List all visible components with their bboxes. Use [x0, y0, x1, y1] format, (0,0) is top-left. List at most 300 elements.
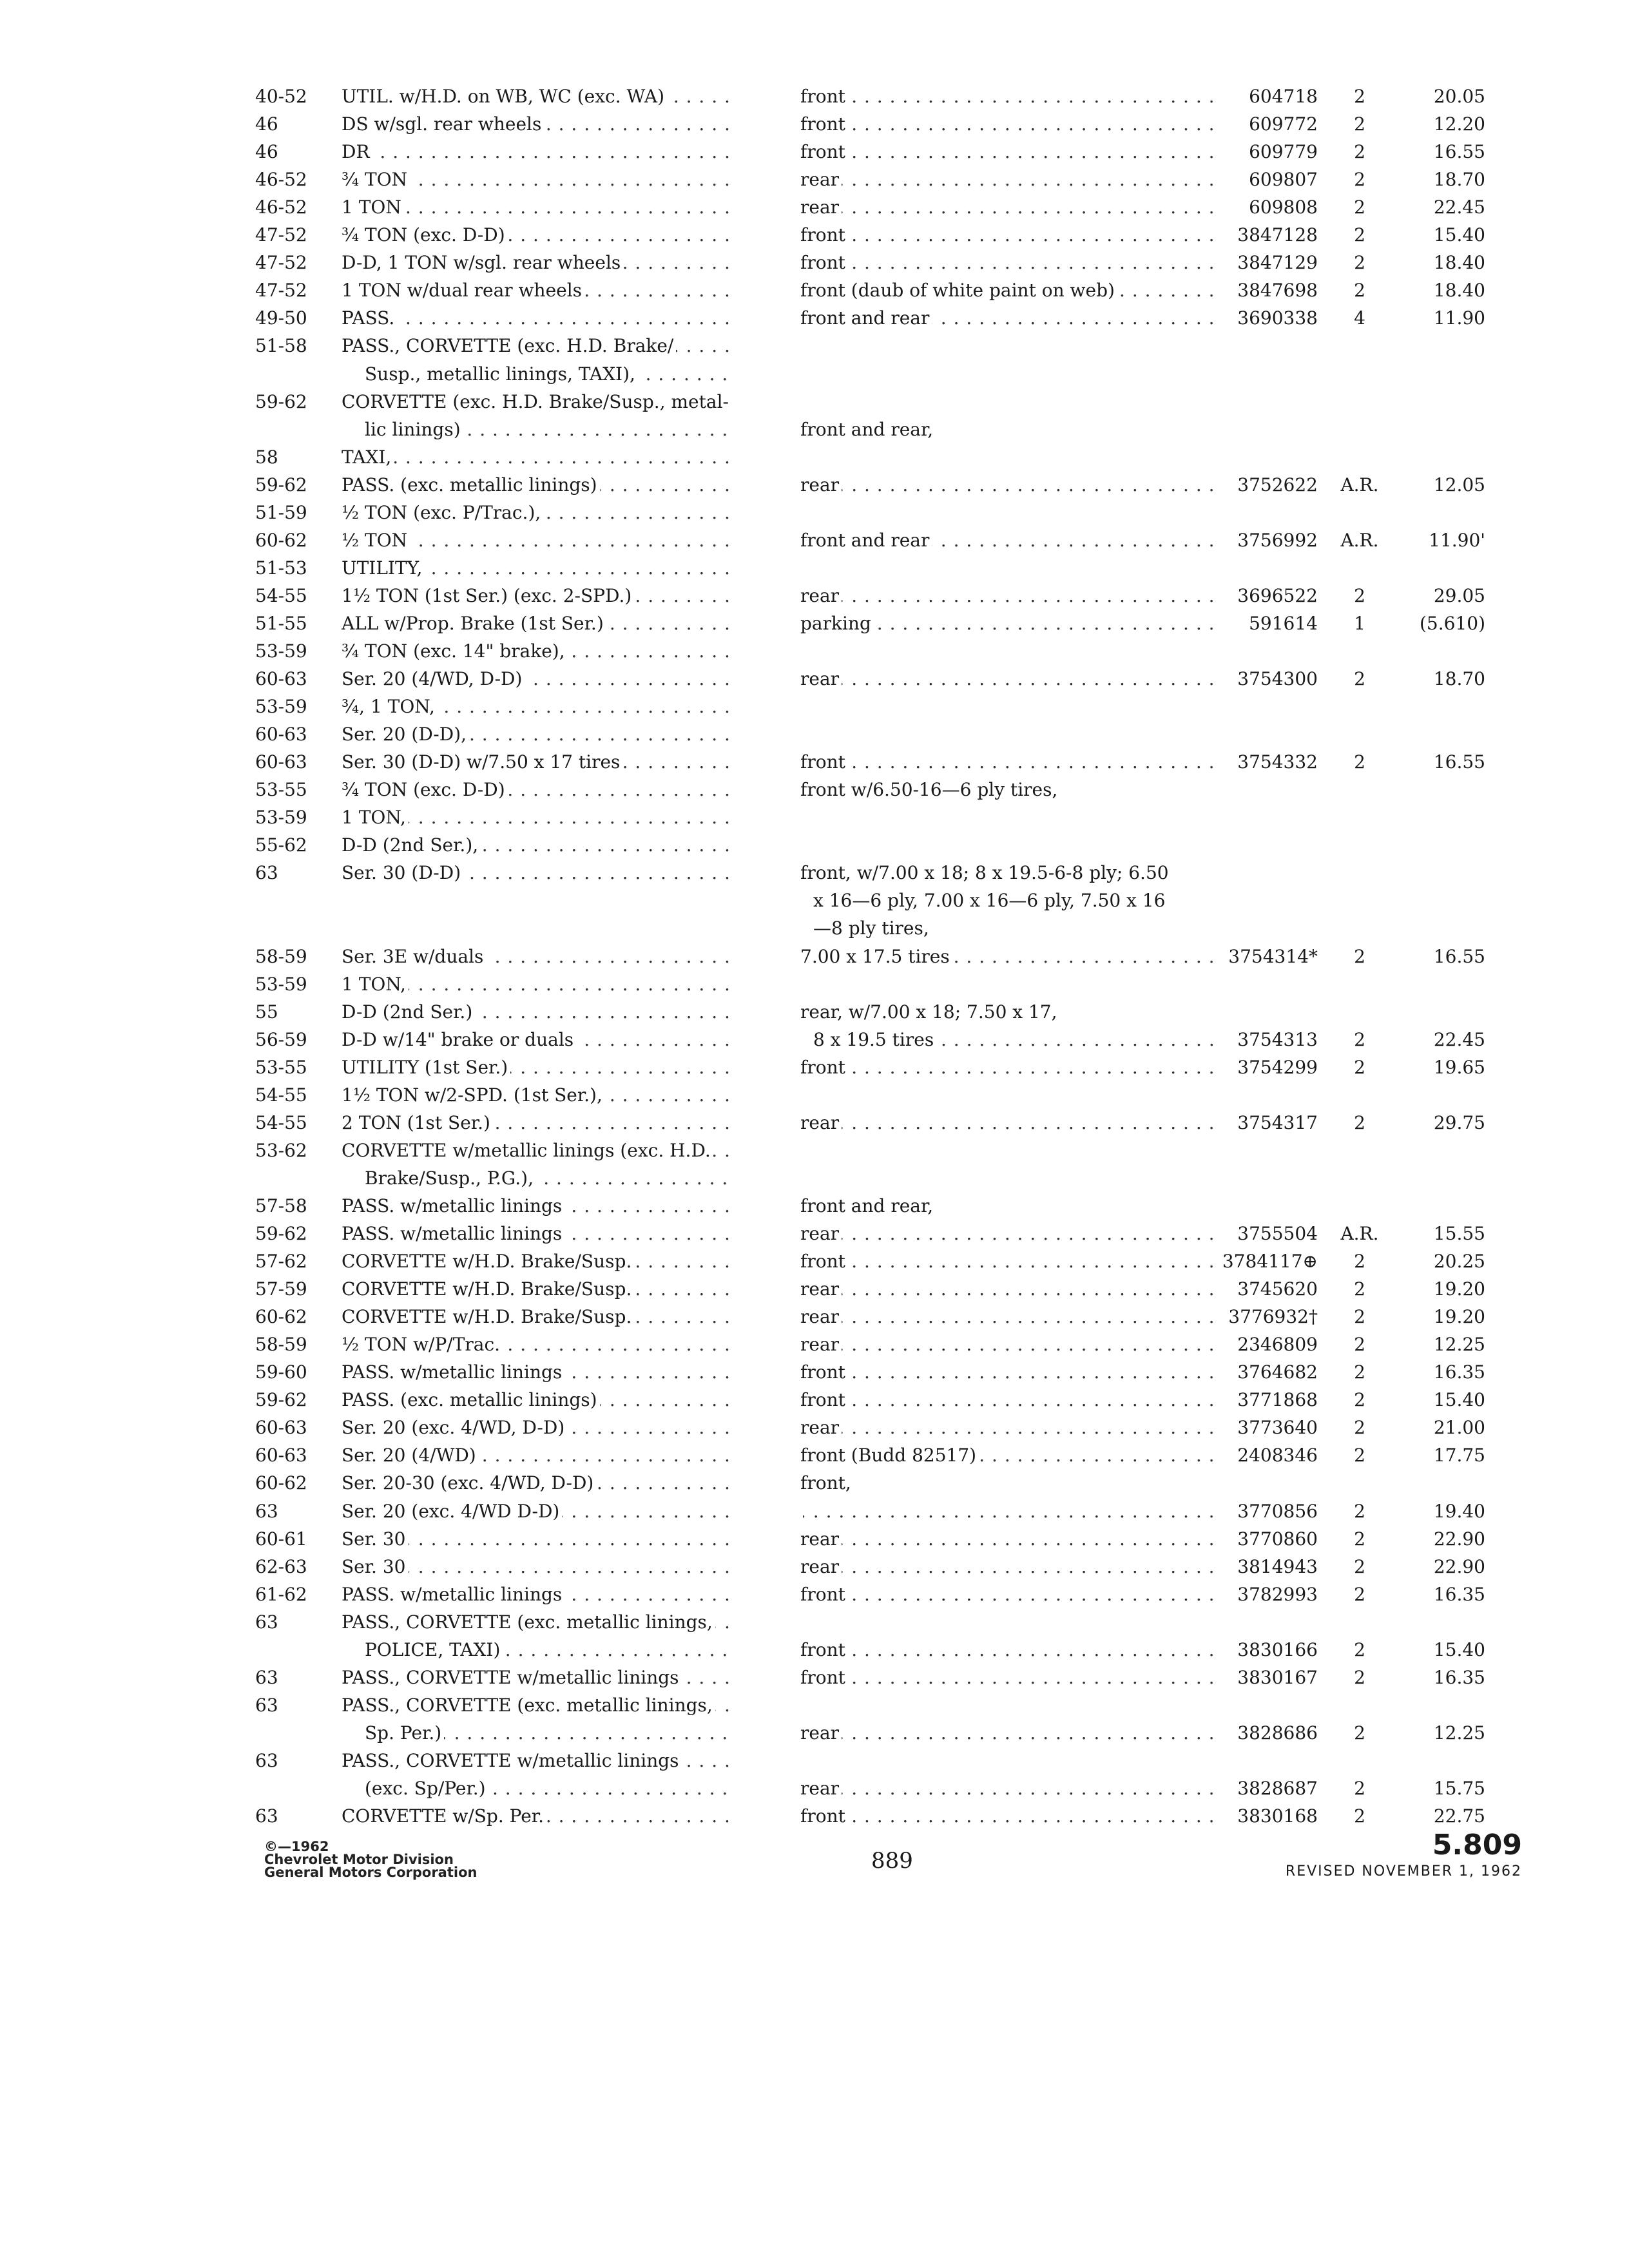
quantity-cell: 2 — [1354, 1445, 1365, 1466]
description-cell — [342, 720, 735, 748]
year-cell: 56-59 — [255, 1029, 307, 1050]
table-row — [0, 526, 1629, 554]
description-cell-text: TAXI, — [342, 447, 394, 468]
description-cell-text: POLICE, TAXI) — [365, 1639, 503, 1660]
quantity-cell: 2 — [1354, 1112, 1365, 1133]
part-number-cell: 3784117⊕ — [1222, 1251, 1318, 1272]
part-number-cell: 2408346 — [1237, 1445, 1318, 1466]
table-row — [0, 859, 1629, 887]
description-cell — [365, 360, 735, 388]
table-row — [0, 1664, 1629, 1691]
description-cell-text: UTILITY (1st Ser.) — [342, 1057, 510, 1078]
location-cell — [800, 1358, 1216, 1386]
description-cell — [342, 471, 735, 499]
year-cell: 63 — [255, 862, 278, 883]
location-cell-text: front (Budd 82517) — [800, 1445, 979, 1466]
quantity-cell: 2 — [1354, 1278, 1365, 1300]
description-cell — [365, 1164, 735, 1192]
description-cell — [342, 1026, 735, 1053]
division-text: Chevrolet Motor Division — [264, 1852, 454, 1867]
year-cell: 49-50 — [255, 307, 307, 329]
location-cell-text: front — [800, 1361, 848, 1383]
price-cell: 16.35 — [1433, 1667, 1485, 1688]
table-row — [0, 332, 1629, 360]
part-number-cell: 3847129 — [1237, 252, 1318, 273]
table-row — [0, 1109, 1629, 1137]
description-cell — [342, 110, 735, 138]
description-cell-text: PASS. (exc. metallic linings) — [342, 1389, 600, 1410]
description-cell — [342, 332, 735, 360]
location-cell-text: front — [800, 113, 848, 135]
description-cell-text: Ser. 3E w/duals — [342, 946, 486, 967]
description-cell — [342, 1358, 735, 1386]
location-cell-text: rear — [800, 1306, 842, 1327]
quantity-cell: 2 — [1354, 1057, 1365, 1078]
location-cell-text: parking — [800, 613, 874, 634]
description-cell-text: Ser. 20 (4/WD, D-D) — [342, 668, 525, 689]
location-cell — [800, 1441, 1216, 1469]
year-cell — [255, 1719, 336, 1747]
location-cell-text: front — [800, 1805, 848, 1827]
year-cell: 63 — [255, 1750, 278, 1771]
description-cell-text: PASS. w/metallic linings — [342, 1361, 564, 1383]
table-row — [0, 221, 1629, 249]
location-cell-text: rear — [800, 1778, 842, 1799]
year-cell: 53-59 — [255, 807, 307, 828]
description-cell — [342, 693, 735, 720]
table-row — [0, 1164, 1629, 1192]
description-cell-text: PASS. (exc. metallic linings) — [342, 474, 600, 495]
table-row — [0, 1747, 1629, 1774]
description-cell — [342, 1137, 735, 1164]
description-cell — [342, 1053, 735, 1081]
location-cell — [800, 526, 1216, 554]
description-cell-text: Ser. 20 (exc. 4/WD, D-D) — [342, 1417, 567, 1438]
part-number-cell: 3782993 — [1237, 1584, 1318, 1605]
location-cell: rear, w/7.00 x 18; 7.50 x 17, — [800, 1001, 1057, 1023]
year-cell: 63 — [255, 1695, 278, 1716]
description-cell-text: PASS., CORVETTE (exc. metallic linings, — [342, 1695, 715, 1716]
description-cell — [342, 1414, 735, 1441]
price-cell: 22.90 — [1433, 1556, 1485, 1577]
location-cell-text — [800, 1501, 803, 1522]
description-cell — [365, 416, 735, 443]
table-row — [0, 610, 1629, 637]
part-number-cell: 3764682 — [1237, 1361, 1318, 1383]
location-cell — [800, 193, 1216, 221]
description-cell — [342, 82, 735, 110]
description-cell — [342, 1608, 735, 1636]
location-cell — [800, 1275, 1216, 1303]
table-row — [0, 138, 1629, 166]
year-cell: 60-61 — [255, 1528, 307, 1550]
description-cell-text: PASS., CORVETTE w/metallic linings — [342, 1667, 682, 1688]
description-cell — [342, 1331, 735, 1358]
description-cell — [342, 249, 735, 276]
quantity-cell: 2 — [1354, 1778, 1365, 1799]
location-cell-text: front — [800, 1584, 848, 1605]
year-cell: 60-63 — [255, 1417, 307, 1438]
price-cell: 15.55 — [1433, 1223, 1485, 1244]
description-cell — [342, 304, 735, 332]
table-row — [0, 1081, 1629, 1109]
table-row — [0, 1774, 1629, 1802]
quantity-cell: 2 — [1354, 946, 1365, 967]
part-number-cell: 3776932† — [1228, 1306, 1318, 1327]
description-cell-text: ALL w/Prop. Brake (1st Ser.) — [342, 613, 606, 634]
quantity-cell: 2 — [1354, 1722, 1365, 1744]
description-cell — [342, 1497, 735, 1525]
part-number-cell: 591614 — [1249, 613, 1318, 634]
quantity-cell: 2 — [1354, 1417, 1365, 1438]
description-cell-text: D-D w/14" brake or duals — [342, 1029, 576, 1050]
quantity-cell: 2 — [1354, 1361, 1365, 1383]
location-cell-text: front — [800, 1389, 848, 1410]
year-cell: 54-55 — [255, 1112, 307, 1133]
location-cell-text: rear — [800, 1278, 842, 1300]
table-row — [0, 193, 1629, 221]
location-cell-text: front and rear — [800, 530, 932, 551]
table-row — [0, 943, 1629, 970]
table-row — [0, 637, 1629, 665]
location-cell — [800, 471, 1216, 499]
table-row — [0, 887, 1629, 914]
year-cell: 53-59 — [255, 640, 307, 662]
price-cell: 12.25 — [1433, 1334, 1485, 1355]
quantity-cell: 1 — [1354, 613, 1365, 634]
location-cell — [800, 1497, 1216, 1525]
table-row — [0, 1469, 1629, 1497]
price-cell: 15.40 — [1433, 1389, 1485, 1410]
description-cell — [342, 1275, 735, 1303]
location-cell-text: front — [800, 1057, 848, 1078]
part-number-cell: 3847698 — [1237, 280, 1318, 301]
description-cell-text: Ser. 30 — [342, 1556, 409, 1577]
quantity-cell: 2 — [1354, 86, 1365, 107]
year-cell — [255, 914, 336, 942]
quantity-cell: 2 — [1354, 1667, 1365, 1688]
description-cell — [342, 998, 735, 1026]
description-cell-text: PASS., CORVETTE (exc. metallic linings, — [342, 1611, 715, 1633]
description-cell — [342, 193, 735, 221]
description-cell — [342, 582, 735, 610]
description-cell — [342, 1802, 735, 1830]
price-cell: 20.25 — [1433, 1251, 1485, 1272]
price-cell: 19.20 — [1433, 1306, 1485, 1327]
description-cell — [342, 1441, 735, 1469]
year-cell: 53-55 — [255, 1057, 307, 1078]
description-cell — [342, 665, 735, 693]
year-cell: 59-60 — [255, 1361, 307, 1383]
location-cell-text: 8 x 19.5 tires — [813, 1029, 936, 1050]
year-cell: 47-52 — [255, 280, 307, 301]
year-cell: 57-62 — [255, 1251, 307, 1272]
price-cell: 22.45 — [1433, 1029, 1485, 1050]
description-cell — [342, 637, 735, 665]
price-cell: 12.25 — [1433, 1722, 1485, 1744]
location-cell-text: front — [800, 224, 848, 245]
year-cell: 53-59 — [255, 696, 307, 717]
location-cell — [800, 249, 1216, 276]
location-cell: —8 ply tires, — [813, 918, 929, 939]
location-cell — [800, 304, 1216, 332]
description-cell — [342, 388, 735, 416]
page-number: 889 — [871, 1848, 913, 1874]
quantity-cell: 4 — [1354, 307, 1365, 329]
year-cell: 63 — [255, 1667, 278, 1688]
description-cell-text: ¾ TON — [342, 169, 410, 190]
price-cell: 15.40 — [1433, 224, 1485, 245]
location-cell-text: rear — [800, 197, 842, 218]
description-cell — [342, 1220, 735, 1247]
part-number-cell: 3828686 — [1237, 1722, 1318, 1744]
part-number-cell: 3830166 — [1237, 1639, 1318, 1660]
part-number-cell: 3690338 — [1237, 307, 1318, 329]
location-cell: front and rear, — [800, 419, 934, 440]
quantity-cell: A.R. — [1340, 474, 1379, 495]
table-row — [0, 443, 1629, 471]
year-cell: 59-62 — [255, 1389, 307, 1410]
table-row — [0, 665, 1629, 693]
price-cell: 15.75 — [1433, 1778, 1485, 1799]
year-cell: 60-62 — [255, 1472, 307, 1494]
description-cell — [342, 1109, 735, 1137]
part-number-cell: 3828687 — [1237, 1778, 1318, 1799]
description-cell-text: PASS. w/metallic linings — [342, 1584, 564, 1605]
description-cell — [342, 610, 735, 637]
description-cell-text: PASS., CORVETTE w/metallic linings — [342, 1750, 682, 1771]
location-cell — [800, 943, 1216, 970]
table-row — [0, 1192, 1629, 1220]
description-cell — [342, 221, 735, 249]
location-cell — [800, 1802, 1216, 1830]
year-cell — [255, 360, 336, 388]
quantity-cell: 2 — [1354, 1639, 1365, 1660]
location-cell-text: rear — [800, 1417, 842, 1438]
table-row — [0, 1414, 1629, 1441]
table-row — [0, 249, 1629, 276]
location-cell-text: rear — [800, 474, 842, 495]
quantity-cell: 2 — [1354, 141, 1365, 162]
price-cell: 16.35 — [1433, 1584, 1485, 1605]
price-cell: 15.40 — [1433, 1639, 1485, 1660]
quantity-cell: 2 — [1354, 751, 1365, 773]
year-cell: 60-62 — [255, 530, 307, 551]
description-cell-text: 1½ TON w/2-SPD. (1st Ser.), — [342, 1084, 605, 1106]
table-row — [0, 276, 1629, 304]
description-cell — [342, 1581, 735, 1608]
description-cell-text: ¾ TON (exc. 14" brake), — [342, 640, 568, 662]
table-row — [0, 1137, 1629, 1164]
year-cell: 46 — [255, 141, 278, 162]
year-cell: 60-63 — [255, 1445, 307, 1466]
description-cell — [342, 970, 735, 998]
year-cell: 58-59 — [255, 946, 307, 967]
description-cell-text: Susp., metallic linings, TAXI), — [365, 363, 638, 385]
description-cell-text: PASS. w/metallic linings — [342, 1223, 564, 1244]
table-row — [0, 1053, 1629, 1081]
description-cell-text: ½ TON (exc. P/Trac.), — [342, 502, 543, 523]
part-number-cell: 3754314* — [1228, 946, 1318, 967]
table-row — [0, 416, 1629, 443]
year-cell: 46-52 — [255, 197, 307, 218]
location-cell-text: rear — [800, 1556, 842, 1577]
part-number-cell: 3771868 — [1237, 1389, 1318, 1410]
description-cell-text: D-D (2nd Ser.) — [342, 1001, 475, 1023]
year-cell: 51-59 — [255, 502, 307, 523]
price-cell: 11.90 — [1433, 307, 1485, 329]
description-cell-text: CORVETTE w/H.D. Brake/Susp. — [342, 1278, 634, 1300]
year-cell: 53-62 — [255, 1140, 307, 1161]
description-cell-text: Ser. 30 — [342, 1528, 409, 1550]
price-cell: (5.610) — [1419, 613, 1485, 634]
location-cell — [800, 82, 1216, 110]
table-row — [0, 998, 1629, 1026]
table-row — [0, 693, 1629, 720]
part-number-cell: 3830168 — [1237, 1805, 1318, 1827]
part-number-cell: 3756992 — [1237, 530, 1318, 551]
description-cell — [342, 859, 735, 887]
part-number-cell: 3754332 — [1237, 751, 1318, 773]
price-cell: 29.75 — [1433, 1112, 1485, 1133]
table-row — [0, 1802, 1629, 1830]
description-cell-text: ½ TON w/P/Trac. — [342, 1334, 503, 1355]
year-cell — [255, 1636, 336, 1664]
location-cell-text: rear — [800, 668, 842, 689]
location-cell — [800, 1774, 1216, 1802]
location-cell — [800, 665, 1216, 693]
quantity-cell: 2 — [1354, 1306, 1365, 1327]
year-cell: 62-63 — [255, 1556, 307, 1577]
description-cell-text: 1 TON — [342, 197, 404, 218]
quantity-cell: 2 — [1354, 1029, 1365, 1050]
location-cell — [800, 1053, 1216, 1081]
price-cell: 21.00 — [1433, 1417, 1485, 1438]
year-cell — [255, 887, 336, 914]
quantity-cell: 2 — [1354, 1528, 1365, 1550]
description-cell — [342, 526, 735, 554]
quantity-cell: 2 — [1354, 1584, 1365, 1605]
part-number-cell: 2346809 — [1237, 1334, 1318, 1355]
description-cell — [342, 1664, 735, 1691]
location-cell-text: front (daub of white paint on web) — [800, 280, 1117, 301]
table-row — [0, 82, 1629, 110]
price-cell: 22.45 — [1433, 197, 1485, 218]
description-cell-text: PASS. — [342, 307, 397, 329]
quantity-cell: 2 — [1354, 169, 1365, 190]
revised-date: REVISED NOVEMBER 1, 1962 — [1285, 1863, 1522, 1879]
description-cell-text: Ser. 20-30 (exc. 4/WD, D-D) — [342, 1472, 596, 1494]
description-cell — [342, 276, 735, 304]
location-cell — [813, 1026, 1216, 1053]
corporation-text: General Motors Corporation — [264, 1865, 477, 1880]
year-cell: 46 — [255, 113, 278, 135]
description-cell — [342, 443, 735, 471]
description-cell — [342, 1303, 735, 1331]
quantity-cell: 2 — [1354, 197, 1365, 218]
table-row — [0, 1026, 1629, 1053]
year-cell: 58-59 — [255, 1334, 307, 1355]
price-cell: 22.75 — [1433, 1805, 1485, 1827]
price-cell: 19.65 — [1433, 1057, 1485, 1078]
description-cell-text: Ser. 20 (exc. 4/WD D-D) — [342, 1501, 562, 1522]
section-number: 5.809 — [1432, 1829, 1522, 1861]
price-cell: 22.90 — [1433, 1528, 1485, 1550]
description-cell — [342, 1469, 735, 1497]
part-number-cell: 3696522 — [1237, 585, 1318, 606]
table-row — [0, 1275, 1629, 1303]
price-cell: 11.90' — [1429, 530, 1485, 551]
table-row — [0, 1303, 1629, 1331]
year-cell: 46-52 — [255, 169, 307, 190]
table-row — [0, 1636, 1629, 1664]
year-cell: 60-63 — [255, 668, 307, 689]
year-cell: 54-55 — [255, 1084, 307, 1106]
year-cell: 61-62 — [255, 1584, 307, 1605]
part-number-cell: 609807 — [1249, 169, 1318, 190]
price-cell: 16.55 — [1433, 141, 1485, 162]
description-cell — [342, 554, 735, 582]
table-row — [0, 1553, 1629, 1581]
description-cell-text: D-D (2nd Ser.), — [342, 834, 481, 856]
description-cell — [365, 1774, 735, 1802]
location-cell — [800, 748, 1216, 776]
description-cell-text: Ser. 30 (D-D) w/7.50 x 17 tires — [342, 751, 622, 773]
description-cell-text: 1 TON, — [342, 807, 409, 828]
part-number-cell: 609808 — [1249, 197, 1318, 218]
quantity-cell: 2 — [1354, 113, 1365, 135]
part-number-cell: 604718 — [1249, 86, 1318, 107]
location-cell-text: rear — [800, 1112, 842, 1133]
description-cell — [342, 499, 735, 526]
price-cell: 19.40 — [1433, 1501, 1485, 1522]
table-row — [0, 914, 1629, 942]
location-cell-text: rear — [800, 169, 842, 190]
table-row — [0, 1441, 1629, 1469]
description-cell-text: CORVETTE w/H.D. Brake/Susp. — [342, 1306, 634, 1327]
description-cell — [342, 166, 735, 193]
description-cell — [342, 748, 735, 776]
location-cell — [800, 1581, 1216, 1608]
part-number-cell: 3754299 — [1237, 1057, 1318, 1078]
location-cell — [800, 110, 1216, 138]
quantity-cell: 2 — [1354, 1556, 1365, 1577]
description-cell-text: ½ TON — [342, 530, 410, 551]
part-number-cell: 3755504 — [1237, 1223, 1318, 1244]
location-cell-text: rear — [800, 1334, 842, 1355]
location-cell-text: 7.00 x 17.5 tires — [800, 946, 952, 967]
year-cell: 60-63 — [255, 751, 307, 773]
table-row — [0, 831, 1629, 859]
quantity-cell: 2 — [1354, 1334, 1365, 1355]
table-row — [0, 166, 1629, 193]
description-cell — [342, 1553, 735, 1581]
year-cell: 40-52 — [255, 86, 307, 107]
quantity-cell: 2 — [1354, 1805, 1365, 1827]
description-cell-text: Ser. 20 (4/WD) — [342, 1445, 479, 1466]
year-cell: 57-59 — [255, 1278, 307, 1300]
description-cell-text: Sp. Per.) — [365, 1722, 444, 1744]
description-cell-text: UTILITY, — [342, 557, 425, 579]
table-row — [0, 1608, 1629, 1636]
description-cell-text: CORVETTE w/H.D. Brake/Susp. — [342, 1251, 634, 1272]
location-cell — [800, 582, 1216, 610]
table-row — [0, 471, 1629, 499]
location-cell: front and rear, — [800, 1195, 934, 1216]
footer-publisher — [264, 1840, 477, 1879]
location-cell-text: front — [800, 1639, 848, 1660]
table-row — [0, 1719, 1629, 1747]
